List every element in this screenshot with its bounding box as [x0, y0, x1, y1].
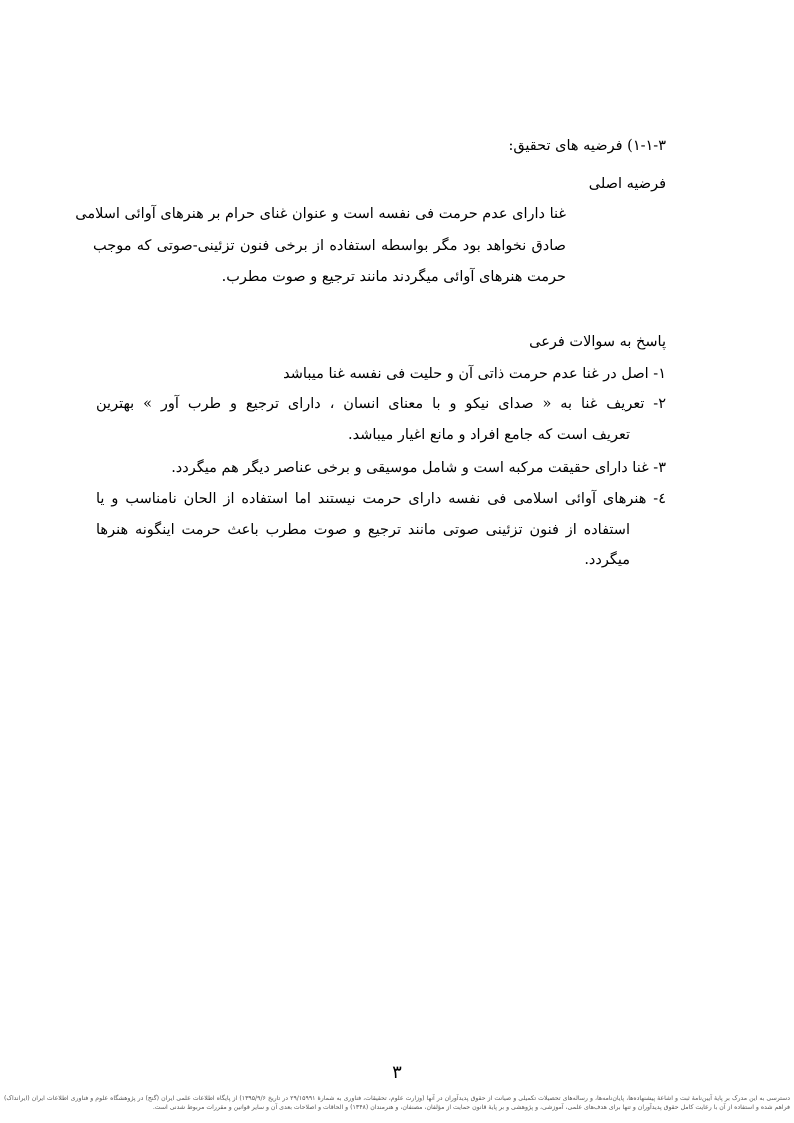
main-hypothesis-line-2: صادق نخواهد بود مگر بواسطه استفاده از برخی فنون تزئینی-صوتی که موجب	[93, 238, 566, 254]
list-item: ٤- هنرهای آوائی اسلامی فی نفسه دارای حرمت نیستند اما استفاده از الحان نامناسب و یا	[96, 491, 666, 507]
list-item-continuation: میگردد.	[584, 552, 630, 568]
main-hypothesis-title: فرضیه اصلی	[588, 176, 666, 192]
main-hypothesis-line-1: غنا دارای عدم حرمت فی نفسه است و عنوان غنای حرام بر هنرهای آوائی اسلامی	[75, 206, 566, 222]
list-item: ۲- تعریف غنا به « صدای نیکو و با معنای انسان ، دارای ترجیع و طرب آور » بهترین	[96, 396, 666, 412]
section-heading: ۱-۱-۳) فرضیه های تحقیق:	[508, 138, 666, 154]
sub-answers-title: پاسخ به سوالات فرعی	[529, 334, 666, 350]
list-item-continuation: تعریف است که جامع افراد و مانع اغیار میباشد.	[347, 427, 630, 443]
main-hypothesis-line-3: حرمت هنرهای آوائی میگردند مانند ترجیع و صوت مطرب.	[221, 269, 566, 285]
page-number: ۳	[392, 1062, 402, 1083]
list-item: ۱- اصل در غنا عدم حرمت ذاتی آن و حلیت فی نفسه غنا میباشد	[283, 366, 666, 382]
list-item: ۳- غنا دارای حقیقت مرکبه است و شامل موسیقی و برخی عناصر دیگر هم میگردد.	[171, 460, 666, 476]
copyright-footer: دسترسی به این مدرک بر پایهٔ آیین‌نامهٔ ثبت و اشاعهٔ پیشنهاده‌ها، پایان‌نامه‌ها، و رساله‌های تحصیلات تکمیلی و صیانت از حقوق پدیدآوران در آنها (وزارت علوم، تحقیقات، فناوری به شمارهٔ ۲۹/۱۵۹۹۱ در تاریخ ۱۳۹۵/۹/۶) از پایگاه اطلاعات علمی ایران (گنج) در پژوهشگاه علوم و فناوری اطلاعات ایران (ایرانداک) فراهم شده و استفاده از آن با رعایت کامل حقوق پدیدآوران و تنها برای هدف‌های علمی، آموزشی، و پژوهشی و بر پایهٔ قانون حمایت از مؤلفان، مصنفان، و هنرمندان (۱۳۴۸) و الحاقات و اصلاحات بعدی آن و سایر قوانین و مقررات مربوط شدنی است.	[4, 1095, 790, 1111]
list-item-continuation: استفاده از فنون تزئینی صوتی مانند ترجیع و صوت مطرب باعث حرمت اینگونه هنرها	[96, 522, 630, 538]
